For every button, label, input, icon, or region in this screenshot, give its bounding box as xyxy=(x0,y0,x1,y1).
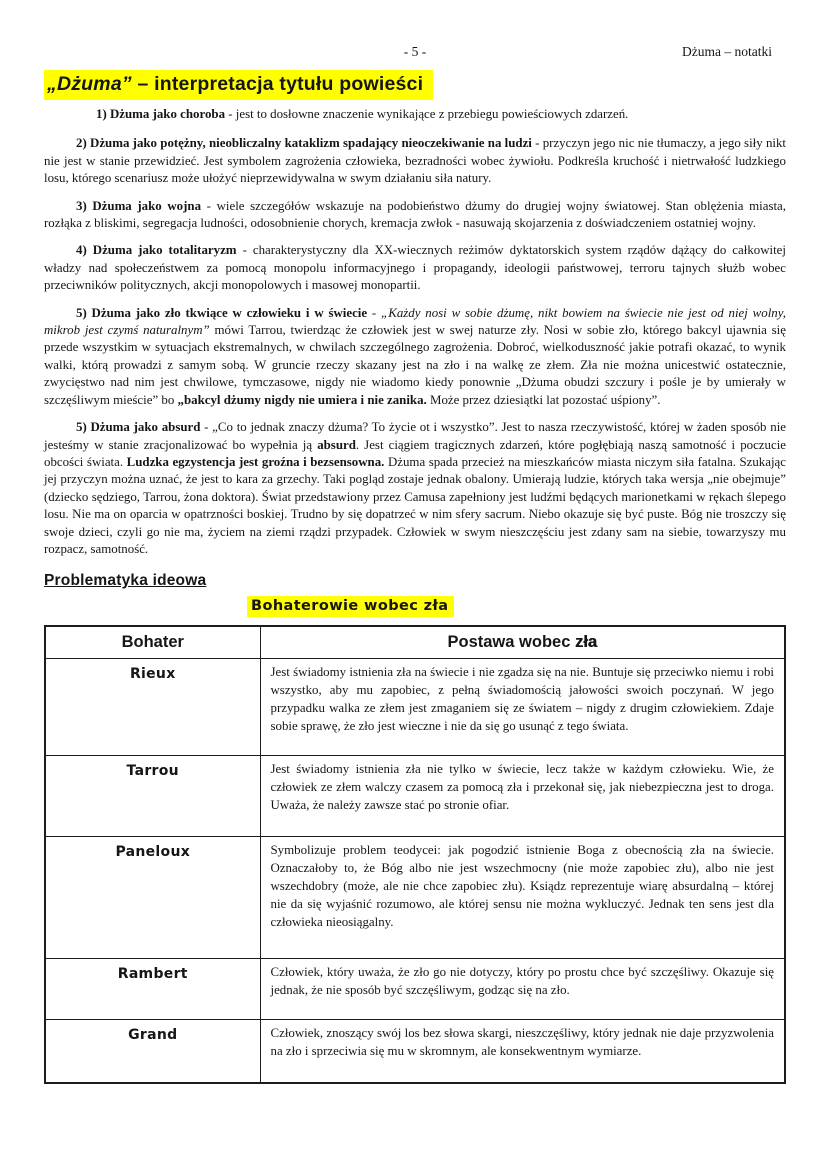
paragraph-dzuma-totalitaryzm: 4) Dżuma jako totalitaryzm - charakterystyczny dla XX-wiecznych reżimów dyktatorskich system rządów dążący do całkowitej władzy nad społeczeństwem za pomocą monopolu informacyjnego i propagandy, ideologii państwowej, terroru tajnych służb wobec przeciwników politycznych, akcji monopolowych i masowej monopartii. xyxy=(44,243,786,293)
character-name: Rambert xyxy=(45,958,260,1019)
column-header-bohater: Bohater xyxy=(45,626,260,658)
character-description: Człowiek, znoszący swój los bez słowa skargi, nieszczęśliwy, który jednak nie daje przyzwolenia na zło i sprzeciwia się mu w skromnym, ale konsekwentnym wymiarze. xyxy=(260,1019,785,1083)
paragraph-dzuma-choroba: 1) Dżuma jako choroba - jest to dosłowne znaczenie wynikające z przebiegu powieściowych zdarzeń. xyxy=(96,107,629,121)
table-header-row xyxy=(45,626,785,658)
paragraph-dzuma-kataklizm: 2) Dżuma jako potężny, nieobliczalny kataklizm spadający nieoczekiwanie na ludzi - przyczyn jego nic nie tłumaczy, a jego siły nikt nie jest w stanie przewidzieć. Jest symbolem zagrożenia człowieka, bezradności wobec żywiołu. Podkreśla kruchość i nietrwałość ludzkiego losu, którego scenariusz może ułożyć nieprzewidywalna w swym działaniu siła natury. xyxy=(44,136,787,186)
paragraph-dzuma-zlo: 5) Dżuma jako zło tkwiące w człowieku i w świecie - „Każdy nosi w sobie dżumę, nikt bowiem na świecie nie jest od niej wolny, mikrob jest czymś naturalnym” mówi Tarrou, twierdząc że człowiek jest w swej naturze zły. Nosi w sobie zło, którego bakcyl ujawnia się przede wszystkim w sytuacjach ekstremalnych, w chwilach szczególnego zagrożenia. Dobroć, wielkoduszność jakie potrafi okazać, to wynik walki, którą prowadzi z samym sobą. W gruncie rzeczy skazany jest na zło i na walkę ze złem. Zła nie można unicestwić ostatecznie, zwycięstwo nad nim jest chwilowe, tymczasowe, nigdy nie wiadomo kiedy ponownie „Dżuma obudzi szczury i pośle je by umierały w szczęśliwym mieście” bo „bakcyl dżumy nigdy nie umiera i nie zanika. Może przez dziesiątki lat pozostać uśpiony”. xyxy=(44,305,786,407)
table-row xyxy=(45,755,785,836)
running-header-title: Dżuma – notatki xyxy=(682,44,772,59)
page-number: - 5 - xyxy=(403,44,427,59)
running-header xyxy=(44,44,786,62)
table-row xyxy=(45,958,785,1019)
character-description: Jest świadomy istnienia zła na świecie i nie zgadza się na nie. Buntuje się przeciwko niemu i robi wszystko, aby mu zapobiec, z pełną świadomością jałowości swoich poczynań. W jego przypadku walka ze złem jest zmaganiem się ze światem – nigdy z drugim człowiekiem. Zdaje sobie sprawę, że zło jest wieczne i nie da się go usunąć z tego świata. xyxy=(260,658,785,755)
table-caption: Bohaterowie wobec zła xyxy=(247,596,454,617)
character-description: Jest świadomy istnienia zła nie tylko w świecie, lecz także w każdym człowieku. Wie, że człowiek ze złem walczy czasem za pomocą zła i przekonał się, jak niebezpieczna jest to droga. Uważa, że należy zawsze stać po stronie ofiar. xyxy=(260,755,785,836)
section-heading: Problematyka ideowa xyxy=(44,572,207,590)
character-name: Grand xyxy=(45,1019,260,1083)
page-title: „Dżuma” – interpretacja tytułu powieści xyxy=(44,70,433,100)
table-row xyxy=(45,1019,785,1083)
title-row xyxy=(44,70,786,100)
character-name: Rieux xyxy=(45,658,260,755)
subheading-row xyxy=(44,596,786,617)
character-name: Paneloux xyxy=(45,836,260,958)
table-row xyxy=(45,658,785,755)
paragraph-dzuma-wojna: 3) Dżuma jako wojna - wiele szczegółów wskazuje na podobieństwo dżumy do drugiej wojny światowej. Stan oblężenia miasta, rozłąka z bliskimi, segregacja ludności, odosobnienie chorych, kremacja zwłok - nasuwają skojarzenia z doświadczeniem ostatniej wojny. xyxy=(44,198,786,231)
character-description: Symbolizuje problem teodycei: jak pogodzić istnienie Boga z obecnością zła na świecie. Oznaczałoby to, że Bóg albo nie jest wszechmocny (nie może zapobiec złu), albo nie jest wszechdobry (może, ale nie chce zapobiec złu). Ksiądz reprezentuje wiarę absurdalną – której nie da się wyjaśnić rozumowo, ale której sensu nie można wykluczyć. Jednak ten sens jest dla człowieka nieosiągalny. xyxy=(260,836,785,958)
column-header-postawa: Postawa wobec zła xyxy=(260,626,785,658)
character-description: Człowiek, który uważa, że zło go nie dotyczy, który po prostu chce być szczęśliwy. Okazuje się jednak, że nie sposób być szczęśliwym, godząc się na zło. xyxy=(260,958,785,1019)
table-row xyxy=(45,836,785,958)
characters-table xyxy=(44,625,786,1084)
paragraph-dzuma-absurd: 5) Dżuma jako absurd - „Co to jednak znaczy dżuma? To życie ot i wszystko”. Jest to nasza rzeczywistość, której w żaden sposób nie jesteśmy w stanie zracjonalizować bo wypełnia ją absurd. Jest ciągiem tragicznych zdarzeń, które pogłębiają naszą samotność i poczucie obcości świata. Ludzka egzystencja jest groźna i bezsensowna. Dżuma spada przecież na mieszkańców miasta niczym siła fatalna. Szukając jej przyczyn można uznać, że jest to kara za grzechy. Taki pogląd zostaje jednak obalony. Umierają ludzie, których taka wersja „nie obejmuje” (dziecko sędziego, Tarrou, żona doktora). Świat przedstawiony przez Camusa zapełniony jest ludźmi będących marionetkami w rękach ślepego losu. Nie ma on oparcia w opatrzności boskiej. Trudno by się dopatrzeć w nim sfery sacrum. Niebo okazuje się być puste. Bóg nie troszczy się swoje dzieci, czyli go nie ma, życiem na ziemi rządzi przypadek. Człowiek w swym nieszczęściu jest zdany sam na siebie, towarzyszy mu rozpacz, samotność. xyxy=(44,420,786,556)
character-name: Tarrou xyxy=(45,755,260,836)
